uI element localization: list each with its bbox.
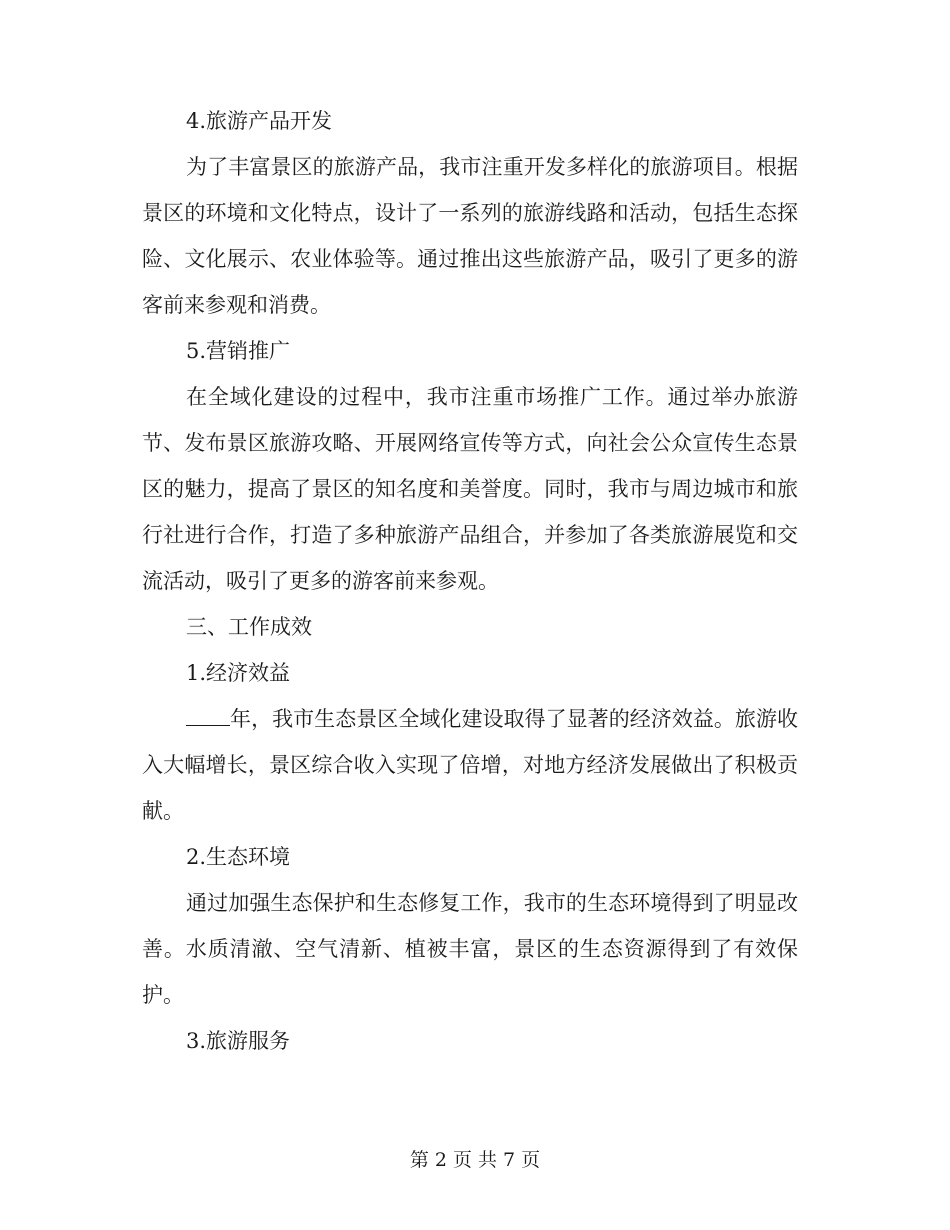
section-heading-marketing: 5.营销推广 xyxy=(186,339,291,363)
paragraph-economic-benefits-text: 年，我市生态景区全域化建设取得了显著的经济效益。旅游收入大幅增长，景区综合收入实现了倍增，对地方经济发展做出了积极贡献。 xyxy=(142,707,798,823)
paragraph-economic-benefits xyxy=(142,696,798,834)
document-body xyxy=(142,98,798,1064)
section-heading-product-development: 4.旅游产品开发 xyxy=(186,109,333,133)
section-heading-tourism-services: 3.旅游服务 xyxy=(186,1029,291,1053)
section-heading-ecology: 2.生态环境 xyxy=(186,845,291,869)
blank-year-line xyxy=(186,705,230,726)
paragraph-marketing: 在全域化建设的过程中，我市注重市场推广工作。通过举办旅游节、发布景区旅游攻略、开展网络宣传等方式，向社会公众宣传生态景区的魅力，提高了景区的知名度和美誉度。同时，我市与周边城市和旅行社进行合作，打造了多种旅游产品组合，并参加了各类旅游展览和交流活动，吸引了更多的游客前来参观。 xyxy=(142,385,798,593)
paragraph-ecology: 通过加强生态保护和生态修复工作，我市的生态环境得到了明显改善。水质清澈、空气清新、植被丰富，景区的生态资源得到了有效保护。 xyxy=(142,891,798,1007)
paragraph-product-development: 为了丰富景区的旅游产品，我市注重开发多样化的旅游项目。根据景区的环境和文化特点，设计了一系列的旅游线路和活动，包括生态探险、文化展示、农业体验等。通过推出这些旅游产品，吸引了更多的游客前来参观和消费。 xyxy=(142,155,798,317)
section-heading-economic-benefits: 1.经济效益 xyxy=(186,661,291,685)
page-number-footer: 第 2 页 共 7 页 xyxy=(409,1149,541,1171)
chapter-heading-results: 三、工作成效 xyxy=(186,615,312,639)
